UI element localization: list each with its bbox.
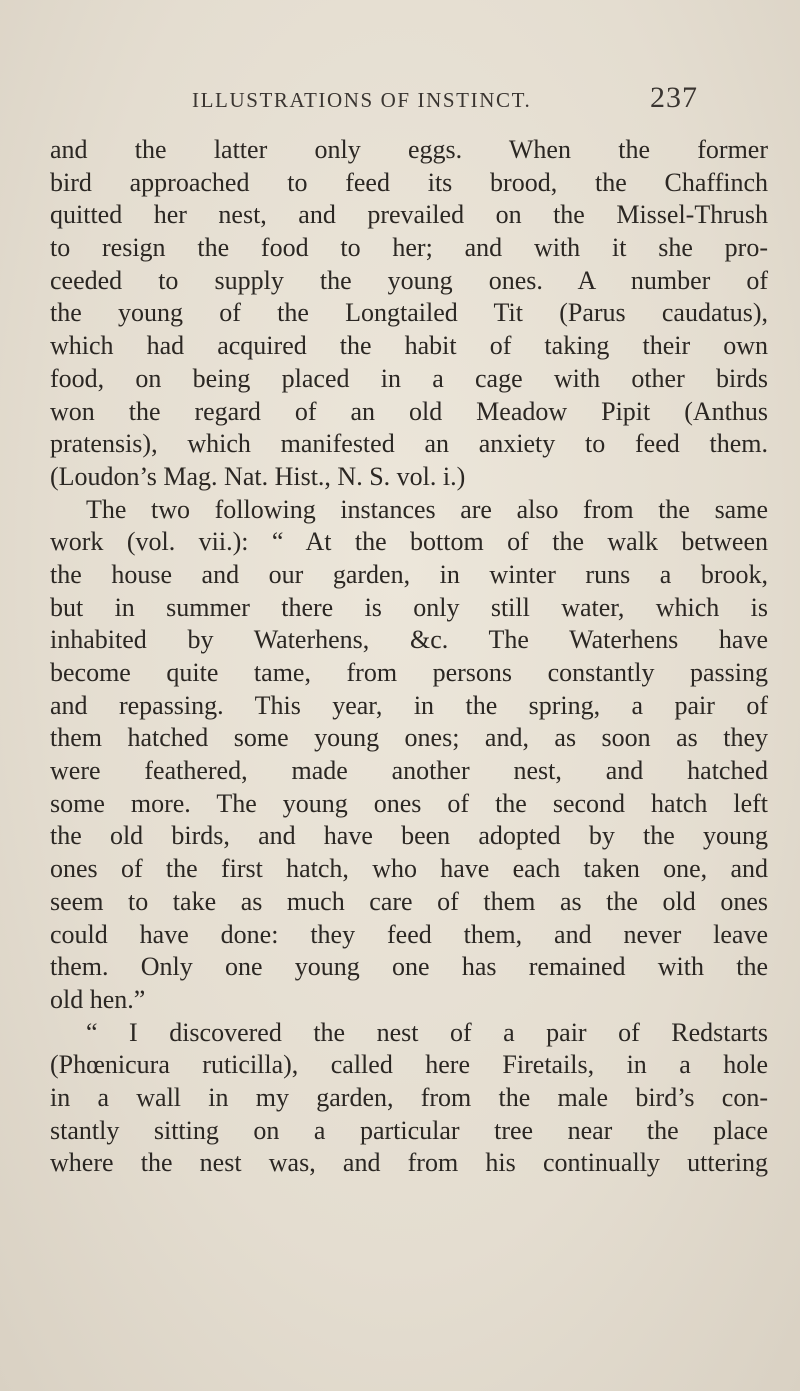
text-line: were feathered, made another nest, and hatched [50, 756, 768, 786]
text-line: them. Only one young one has remained with the [50, 952, 768, 982]
text-line: but in summer there is only still water, which is [50, 592, 768, 622]
text-line: stantly sitting on a particular tree near the place [50, 1115, 768, 1145]
text-line: where the nest was, and from his continually uttering [50, 1148, 768, 1178]
text-line: in a wall in my garden, from the male bird’s con- [50, 1082, 768, 1112]
text-line: (Loudon’s Mag. Nat. Hist., N. S. vol. i.) [50, 461, 466, 491]
text-line: “ I discovered the nest of a pair of Redstarts [86, 1017, 768, 1047]
text-line: won the regard of an old Meadow Pipit (Anthus [50, 396, 768, 426]
text-line: the house and our garden, in winter runs a brook, [50, 559, 768, 589]
text-line: seem to take as much care of them as the old ones [50, 886, 768, 916]
body-text [50, 134, 768, 1180]
text-line: the old birds, and have been adopted by the young [50, 821, 768, 851]
text-line: inhabited by Waterhens, &c. The Waterhens have [50, 625, 768, 655]
text-line: The two following instances are also from the same [86, 494, 768, 524]
running-title: ILLUSTRATIONS OF INSTINCT. [192, 88, 532, 112]
text-line: work (vol. vii.): “ At the bottom of the walk between [50, 527, 768, 557]
text-line: ceeded to supply the young ones. A number of [50, 265, 768, 295]
text-line: old hen.” [50, 984, 146, 1014]
text-line: could have done: they feed them, and never leave [50, 919, 768, 949]
text-line: (Phœnicura ruticilla), called here Firetails, in a hole [50, 1050, 768, 1080]
text-line: which had acquired the habit of taking their own [50, 331, 768, 361]
text-line: quitted her nest, and prevailed on the Missel-Thrush [50, 200, 768, 230]
text-line: pratensis), which manifested an anxiety to feed them. [50, 429, 768, 459]
text-line: them hatched some young ones; and, as soon as they [50, 723, 768, 753]
page-number: 237 [650, 81, 698, 114]
text-line: bird approached to feed its brood, the Chaffinch [50, 167, 768, 197]
text-line: food, on being placed in a cage with other birds [50, 363, 768, 393]
text-line: some more. The young ones of the second hatch left [50, 788, 768, 818]
text-line: become quite tame, from persons constantly passing [50, 658, 768, 687]
page-header [0, 81, 800, 118]
text-line: and repassing. This year, in the spring, a pair of [50, 690, 768, 720]
text-line: ones of the first hatch, who have each taken one, and [50, 854, 768, 884]
text-line: the young of the Longtailed Tit (Parus caudatus), [50, 298, 768, 328]
text-line: to resign the food to her; and with it she pro- [50, 233, 768, 263]
text-line: and the latter only eggs. When the former [50, 135, 768, 164]
